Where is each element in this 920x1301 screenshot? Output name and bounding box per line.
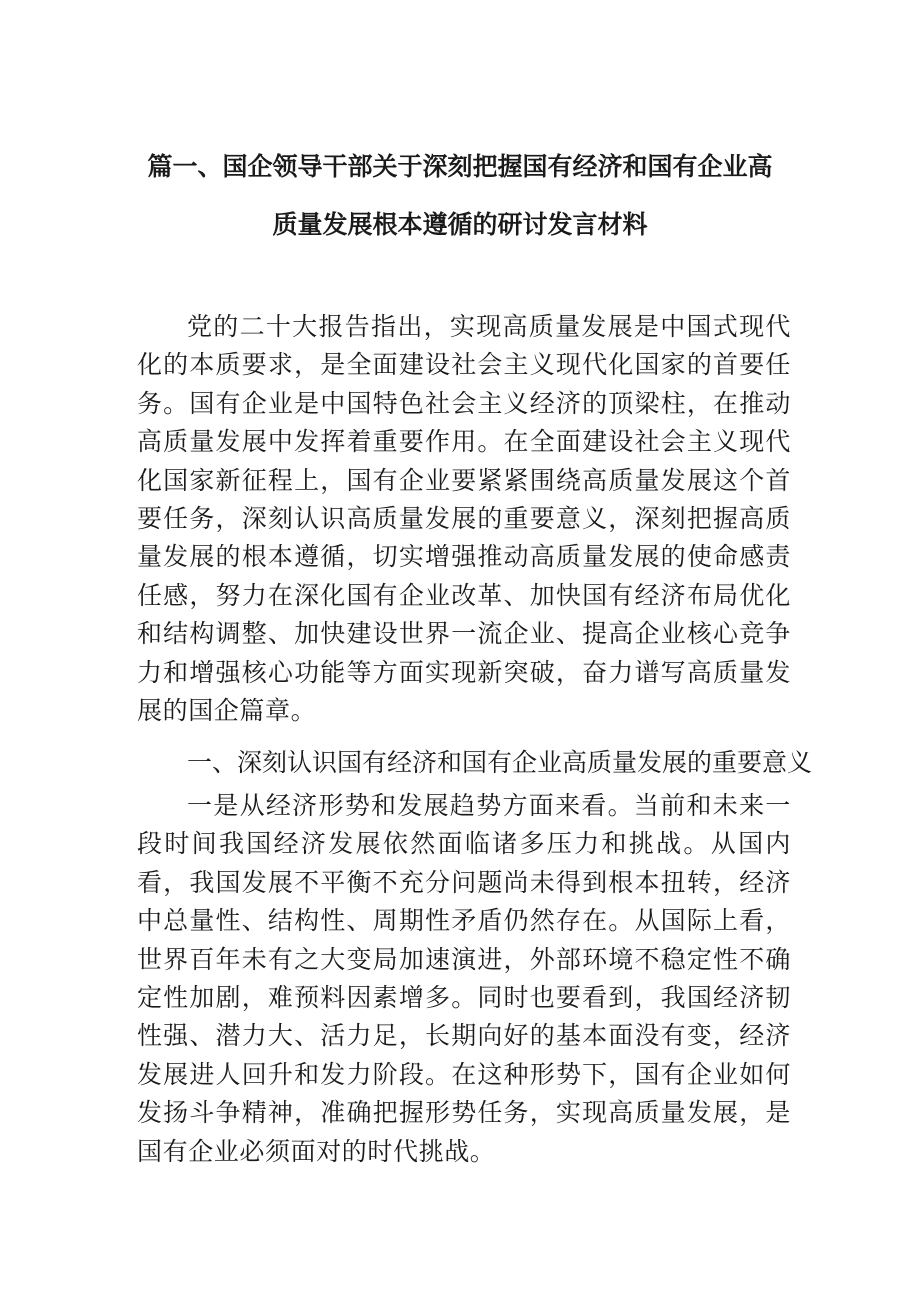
paragraph-section-1-text: 一是从经济形势和发展趋势方面来看。当前和未来一段时间我国经济发展依然面临诸多压力和挑战。从国内看，我国发展不平衡不充分问题尚未得到根本扭转，经济中总量性、结构性、周期性矛盾仍然存在。从国际上看，世界百年未有之大变局加速演进，外部环境不稳定性不确定性加剧，难预料因素增多。同时也要看到，我国经济韧性强、潜力大、活力足，长期向好的基本面没有变，经济发展进人回升和发力阶段。在这种形势下，国有企业如何发扬斗争精神，准确把握形势任务，实现高质量发展，是国有企业必须面对的时代挑战。 xyxy=(137,791,791,1166)
document-title-line-1: 篇一、国企领导干部关于深刻把握国有经济和国有企业高 xyxy=(147,152,773,181)
document-title-line-2: 质量发展根本遵循的研讨发言材料 xyxy=(272,210,648,239)
paragraph-section-1 xyxy=(137,787,791,1171)
paragraph-intro-text: 党的二十大报告指出，实现高质量发展是中国式现代化的本质要求，是全面建设社会主义现代化国家的首要任务。国有企业是中国特色社会主义经济的顶梁柱，在推动高质量发展中发挥着重要作用。在全面建设社会主义现代化国家新征程上，国有企业要紧紧围绕高质量发展这个首要任务，深刻认识高质量发展的重要意义，深刻把握高质量发展的根本遵循，切实增强推动高质量发展的使命感责任感，努力在深化国有企业改革、加快国有经济布局优化和结构调整、加快建设世界一流企业、提高企业核心竞争力和增强核心功能等方面实现新突破，奋力谱写高质量发展的国企篇章。 xyxy=(137,312,791,726)
paragraph-intro xyxy=(137,308,791,730)
section-heading-1: 一、深刻认识国有经济和国有企业高质量发展的重要意义 xyxy=(187,748,813,777)
